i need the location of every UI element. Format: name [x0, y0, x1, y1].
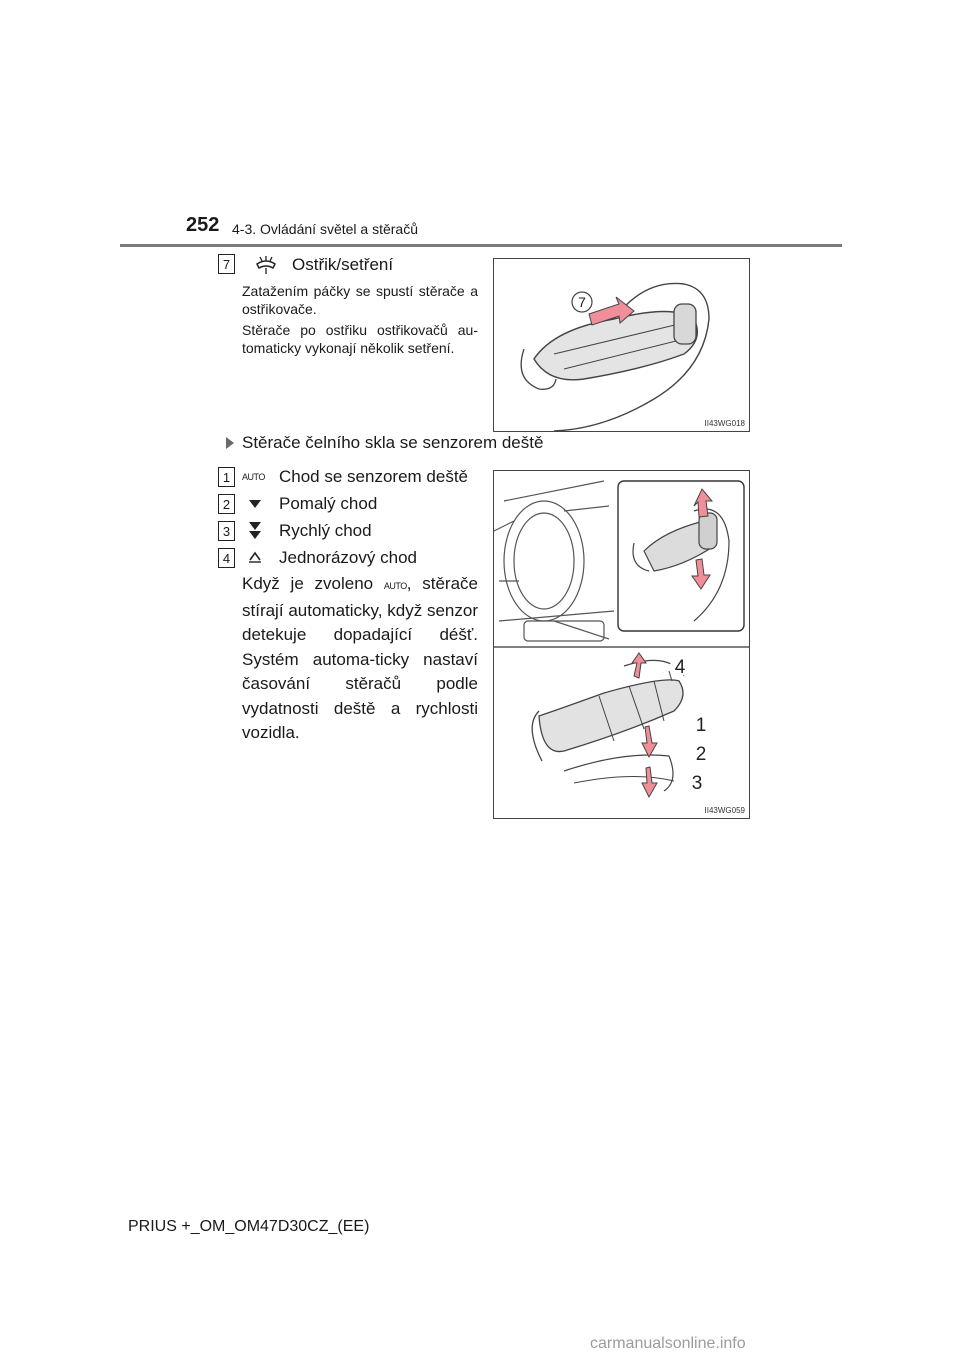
item-label-4: Jednorázový chod: [279, 548, 417, 567]
rain-sensor-illustration: [494, 471, 749, 818]
figure-callout-3: 3: [691, 773, 703, 794]
figure-code-1: II43WG018: [704, 419, 745, 428]
para-before: Když je zvoleno: [242, 574, 374, 593]
item-label-1: Chod se senzorem deště: [279, 467, 468, 486]
figure-code-2: II43WG059: [704, 806, 745, 815]
item-badge-4: 4: [218, 548, 235, 568]
footer-model: PRIUS +_OM_OM47D30CZ_(EE): [128, 1218, 370, 1235]
header-rule: [120, 244, 842, 247]
rain-sensor-heading: Stěrače čelního skla se senzorem deště: [242, 433, 544, 452]
figure-washer-lever: [493, 258, 750, 432]
item-badge-1: 1: [218, 467, 235, 487]
item-badge-3: 3: [218, 521, 235, 541]
item-badge-2: 2: [218, 494, 235, 514]
washer-desc-2: Stěrače po ostřiku ostřikovačů au-tomaticky vykonají několik setření.: [242, 322, 478, 356]
washer-icon: [254, 254, 278, 276]
para-auto-icon: AUTO: [383, 581, 407, 591]
item-badge-washer: 7: [218, 254, 235, 274]
figure-callout-1: 1: [695, 715, 707, 736]
para-after: , stěrače stírají automaticky, když senzor detekuje dopadající déšť. Systém automa-ticky nastaví časování stěračů podle vydatnosti deště a rychlosti vozidla.: [242, 574, 478, 742]
figure-rain-sensor-lever: [493, 470, 750, 819]
washer-title: Ostřik/setření: [292, 255, 394, 274]
single-chevron-down-icon: [248, 499, 262, 509]
rain-sensor-paragraph: [242, 572, 478, 746]
heading-bullet-icon: [226, 437, 234, 449]
figure-callout-7: 7: [578, 294, 586, 310]
washer-lever-illustration: [494, 259, 749, 431]
mist-chevron-up-icon: [248, 550, 262, 564]
washer-desc-1: Zatažením páčky se spustí stěrače a ostřikovače.: [242, 283, 478, 317]
page-number: 252: [186, 214, 220, 236]
section-title: 4-3. Ovládání světel a stěračů: [232, 221, 418, 237]
auto-icon: AUTO: [242, 472, 265, 482]
item-label-3: Rychlý chod: [279, 521, 372, 540]
figure-callout-4: 4: [674, 657, 686, 678]
figure-callout-2: 2: [695, 744, 707, 765]
watermark[interactable]: carmanualsonline.info: [590, 1335, 746, 1352]
double-chevron-down-icon: [248, 521, 262, 541]
item-label-2: Pomalý chod: [279, 494, 378, 513]
